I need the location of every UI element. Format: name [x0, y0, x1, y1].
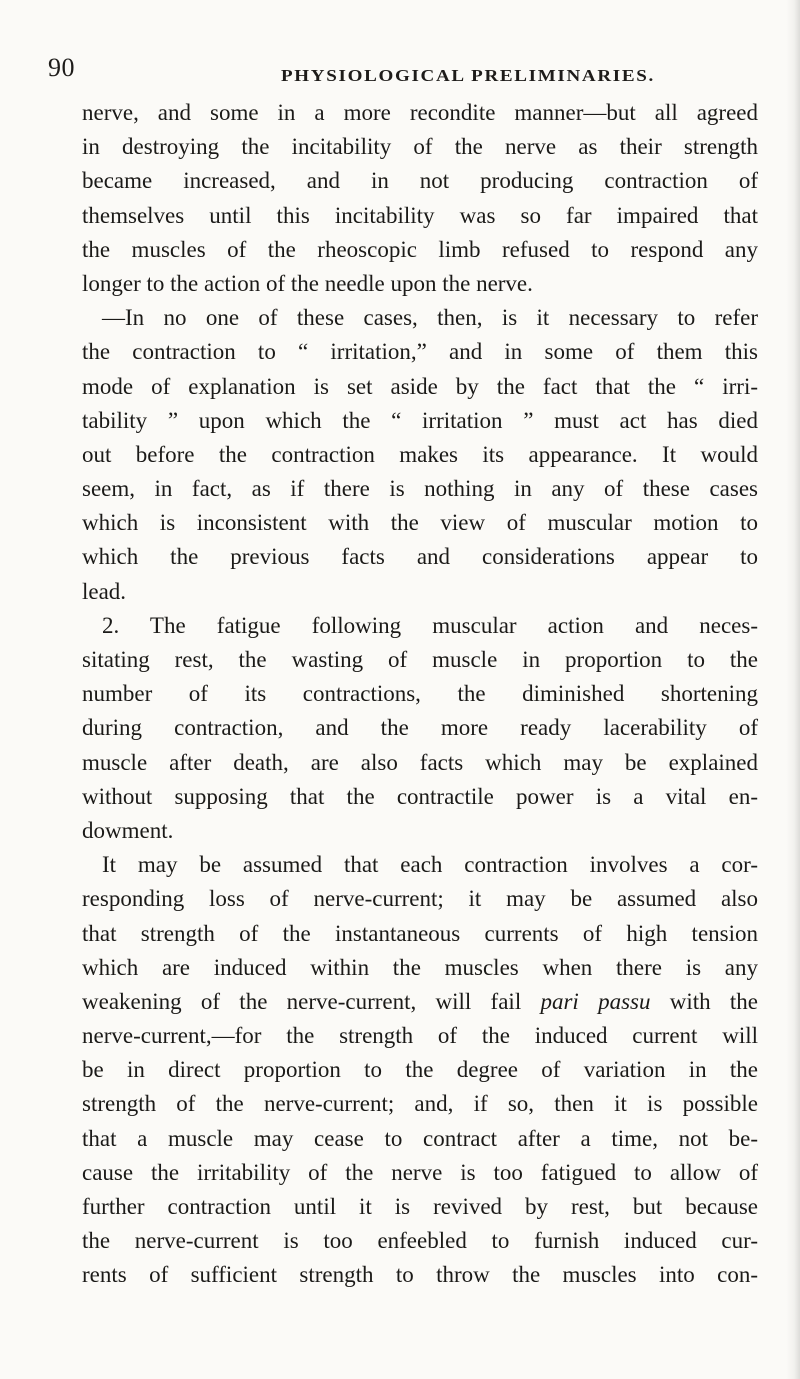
text-line: mode of explanation is set aside by the fact that the “ irri-: [82, 373, 758, 399]
text-line: longer to the action of the needle upon the nerve.: [82, 270, 533, 296]
text-line: the muscles of the rheoscopic limb refused to respond any: [82, 236, 758, 262]
text-line: sitating rest, the wasting of muscle in proportion to the: [82, 647, 758, 672]
page-number: 90: [48, 53, 75, 82]
text-line: seem, in fact, as if there is nothing in any of these cases: [82, 476, 758, 502]
text-line: during contraction, and the more ready lacerability of: [82, 715, 758, 741]
italic-phrase: pari passu: [540, 988, 651, 1014]
text-line: nerve, and some in a more recondite manner—but all agreed: [82, 100, 758, 125]
text-segment: weakening of the nerve-current, will fail: [82, 988, 522, 1014]
text-line: 2. The fatigue following muscular action and neces-: [102, 612, 758, 638]
text-line: the nerve-current is too enfeebled to furnish induced cur-: [82, 1228, 758, 1254]
text-line: became increased, and in not producing contraction of: [82, 168, 758, 194]
text-line: without supposing that the contractile power is a vital en-: [82, 783, 758, 809]
running-head: [0, 0, 800, 100]
text-line: out before the contraction makes its appearance. It would: [82, 441, 758, 467]
text-line: in destroying the incitability of the nerve as their strength: [82, 134, 758, 160]
text-segment: with the: [669, 988, 758, 1014]
text-line: that a muscle may cease to contract after a time, not be-: [82, 1125, 758, 1151]
text-line: muscle after death, are also facts which may be explained: [82, 749, 758, 775]
text-line: lead.: [82, 578, 127, 604]
running-title: PHYSIOLOGICAL PRELIMINARIES.: [281, 66, 655, 85]
text-line: dowment.: [82, 817, 174, 843]
text-line: which are induced within the muscles when there is any: [82, 954, 758, 980]
text-line: which is inconsistent with the view of muscular motion to: [82, 510, 758, 536]
text-line: be in direct proportion to the degree of variation in the: [82, 1057, 758, 1083]
body-text: [82, 96, 758, 1293]
text-line: cause the irritability of the nerve is too fatigued to allow of: [82, 1159, 758, 1185]
text-line: the contraction to “ irritation,” and in some of them this: [82, 339, 758, 365]
page-edge-shadow: [786, 0, 800, 1379]
text-line: number of its contractions, the diminished shortening: [82, 681, 758, 707]
text-line: strength of the nerve-current; and, if so, then it is possible: [82, 1091, 758, 1117]
text-line: which the previous facts and considerations appear to: [82, 544, 758, 570]
text-line-with-italic: [82, 985, 758, 1019]
text-line: responding loss of nerve-current; it may be assumed also: [82, 886, 758, 912]
text-line: rents of sufficient strength to throw the muscles into con-: [82, 1262, 758, 1288]
text-line: —In no one of these cases, then, is it necessary to refer: [102, 305, 758, 331]
text-line: tability ” upon which the “ irritation ” must act has died: [82, 407, 758, 433]
text-line: themselves until this incitability was so far impaired that: [82, 202, 758, 228]
text-line: It may be assumed that each contraction involves a cor-: [102, 852, 758, 878]
text-line: further contraction until it is revived by rest, but because: [82, 1194, 758, 1219]
text-line: that strength of the instantaneous currents of high tension: [82, 920, 758, 946]
text-line: nerve-current,—for the strength of the induced current will: [82, 1023, 758, 1049]
